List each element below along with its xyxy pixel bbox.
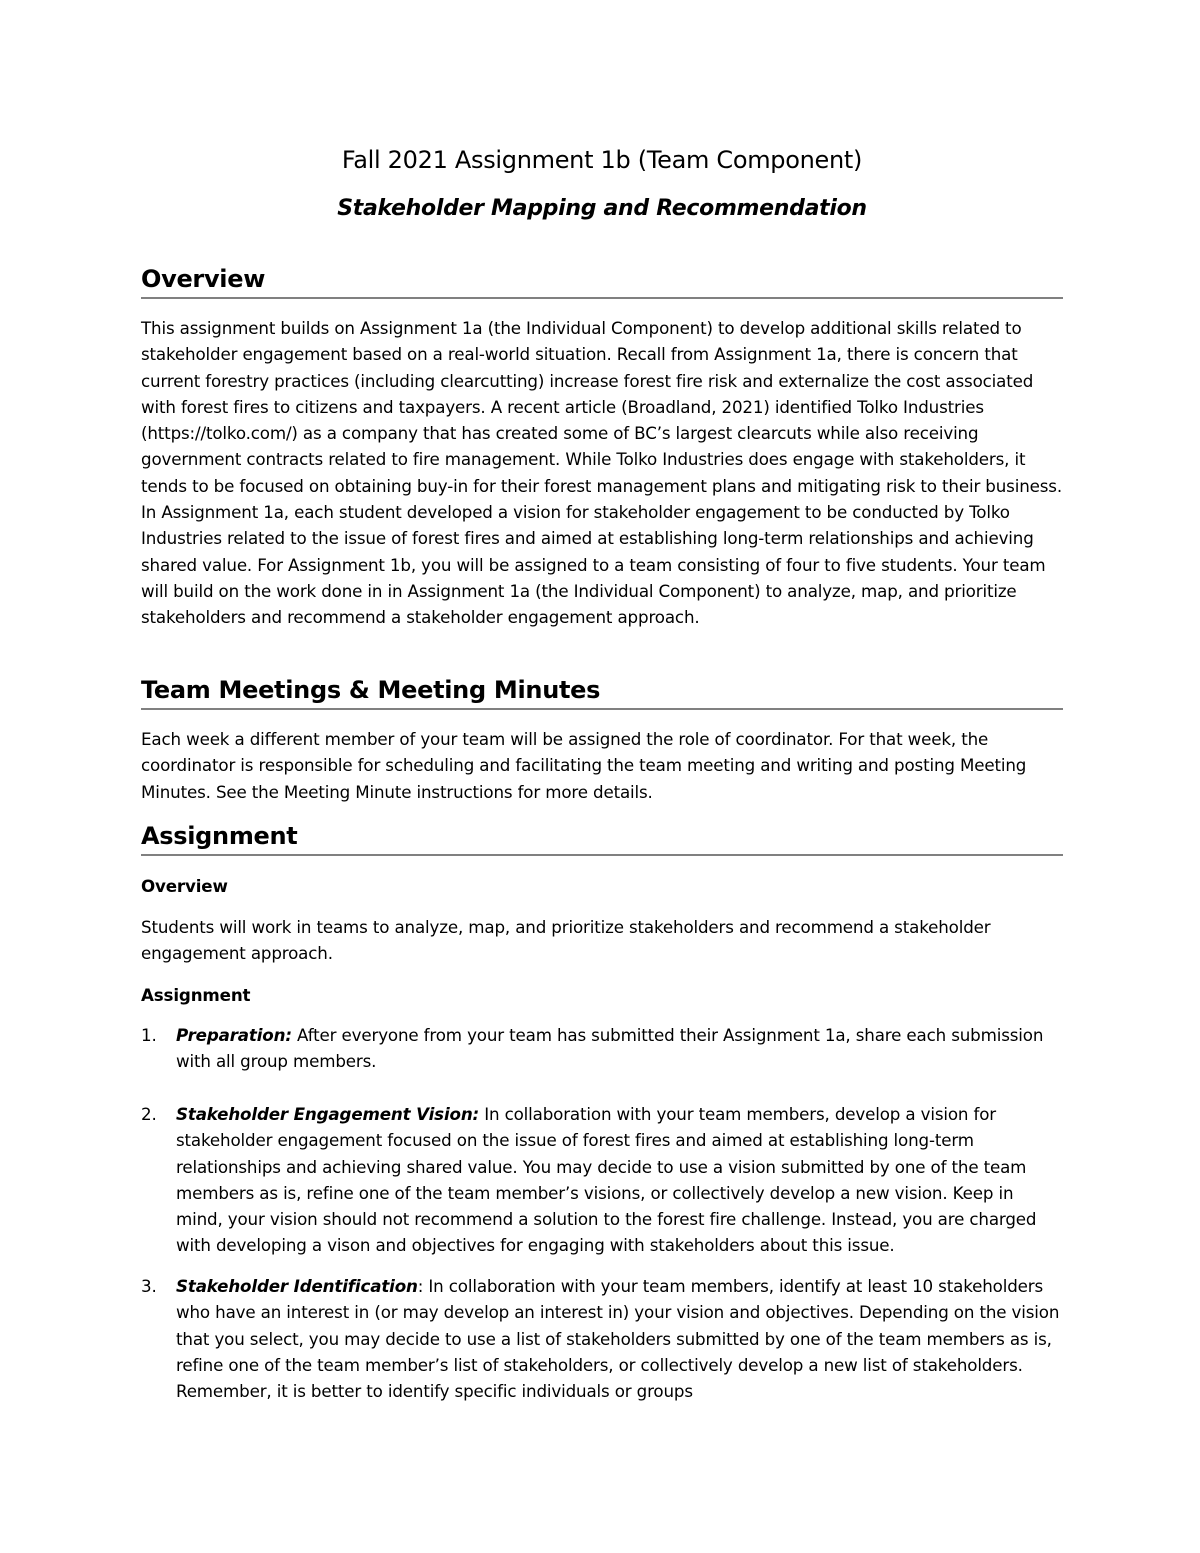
list-item-number: 3. bbox=[141, 1276, 157, 1296]
list-item bbox=[141, 1022, 1063, 1075]
list-item bbox=[141, 1273, 1063, 1404]
list-item-number: 2. bbox=[141, 1104, 157, 1124]
assignment-overview-paragraph: Students will work in teams to analyze, map, and prioritize stakeholders and recommend a stakeholder engagement approach. bbox=[141, 917, 991, 964]
list-item-body bbox=[176, 1022, 1063, 1075]
list-item-term: Preparation: bbox=[176, 1025, 292, 1045]
meetings-heading: Team Meetings & Meeting Minutes bbox=[141, 674, 1063, 710]
list-item-number: 1. bbox=[141, 1025, 157, 1045]
list-item bbox=[141, 1101, 1063, 1259]
list-item-body bbox=[176, 1101, 1063, 1259]
overview-paragraph: This assignment builds on Assignment 1a (the Individual Component) to develop additional skills related to stakeholder engagement based on a real-world situation. Recall from Assignment 1a, there is concern that current forestry practices (including clearcutting) increase forest fire risk and externalize the cost associated with forest fires to citizens and taxpayers. A recent article (Broadland, 2021) identified Tolko Industries (https://tolko.com/) as a company that has created some of BC’s largest clearcuts while also receiving government contracts related to fire management. While Tolko Industries does engage with stakeholders, it tends to be focused on obtaining buy-in for their forest management plans and mitigating risk to their business. In Assignment 1a, each student developed a vision for stakeholder engagement to be conducted by Tolko Industries related to the issue of forest fires and aimed at establishing long-term relationships and achieving shared value. For Assignment 1b, you will be assigned to a team consisting of four to five students. Your team will build on the work done in in Assignment 1a (the Individual Component) to analyze, map, and prioritize stakeholders and recommend a stakeholder engagement approach. bbox=[141, 318, 1062, 628]
list-item-term: Stakeholder Identification bbox=[176, 1276, 418, 1296]
meetings-paragraph: Each week a different member of your team will be assigned the role of coordinator. For that week, the coordinator is responsible for scheduling and facilitating the team meeting and writing and posting Meeting Minutes. See the Meeting Minute instructions for more details. bbox=[141, 729, 1027, 802]
list-item-term: Stakeholder Engagement Vision: bbox=[176, 1104, 480, 1124]
list-item-text: In collaboration with your team members, develop a vision for stakeholder engagement focused on the issue of forest fires and aimed at establishing long-term relationships and achieving shared value. You may decide to use a vision submitted by one of the team members as is, refine one of the team member’s visions, or collectively develop a new vision. Keep in mind, your vision should not recommend a solution to the forest fire challenge. Instead, you are charged with developing a vison and objectives for engaging with stakeholders about this issue. bbox=[176, 1104, 1037, 1256]
document-subtitle: Stakeholder Mapping and Recommendation bbox=[337, 196, 867, 221]
assignment-heading: Assignment bbox=[141, 820, 1063, 856]
assignment-overview-subheading: Overview bbox=[141, 876, 228, 896]
list-item-body bbox=[176, 1273, 1063, 1404]
assignment-steps-subheading: Assignment bbox=[141, 985, 251, 1005]
document-page bbox=[141, 0, 1063, 1553]
list-item-text: : In collaboration with your team members, identify at least 10 stakeholders who have an interest in (or may develop an interest in) your vision and objectives. Depending on the vision that you select, you may decide to use a list of stakeholders submitted by one of the team members as is, refine one of the team member’s list of stakeholders, or collectively develop a new list of stakeholders. Remember, it is better to identify specific individuals or groups bbox=[176, 1276, 1060, 1402]
document-title: Fall 2021 Assignment 1b (Team Component) bbox=[341, 146, 863, 174]
overview-heading: Overview bbox=[141, 263, 1063, 299]
list-item-text: After everyone from your team has submitted their Assignment 1a, share each submission with all group members. bbox=[176, 1025, 1044, 1072]
